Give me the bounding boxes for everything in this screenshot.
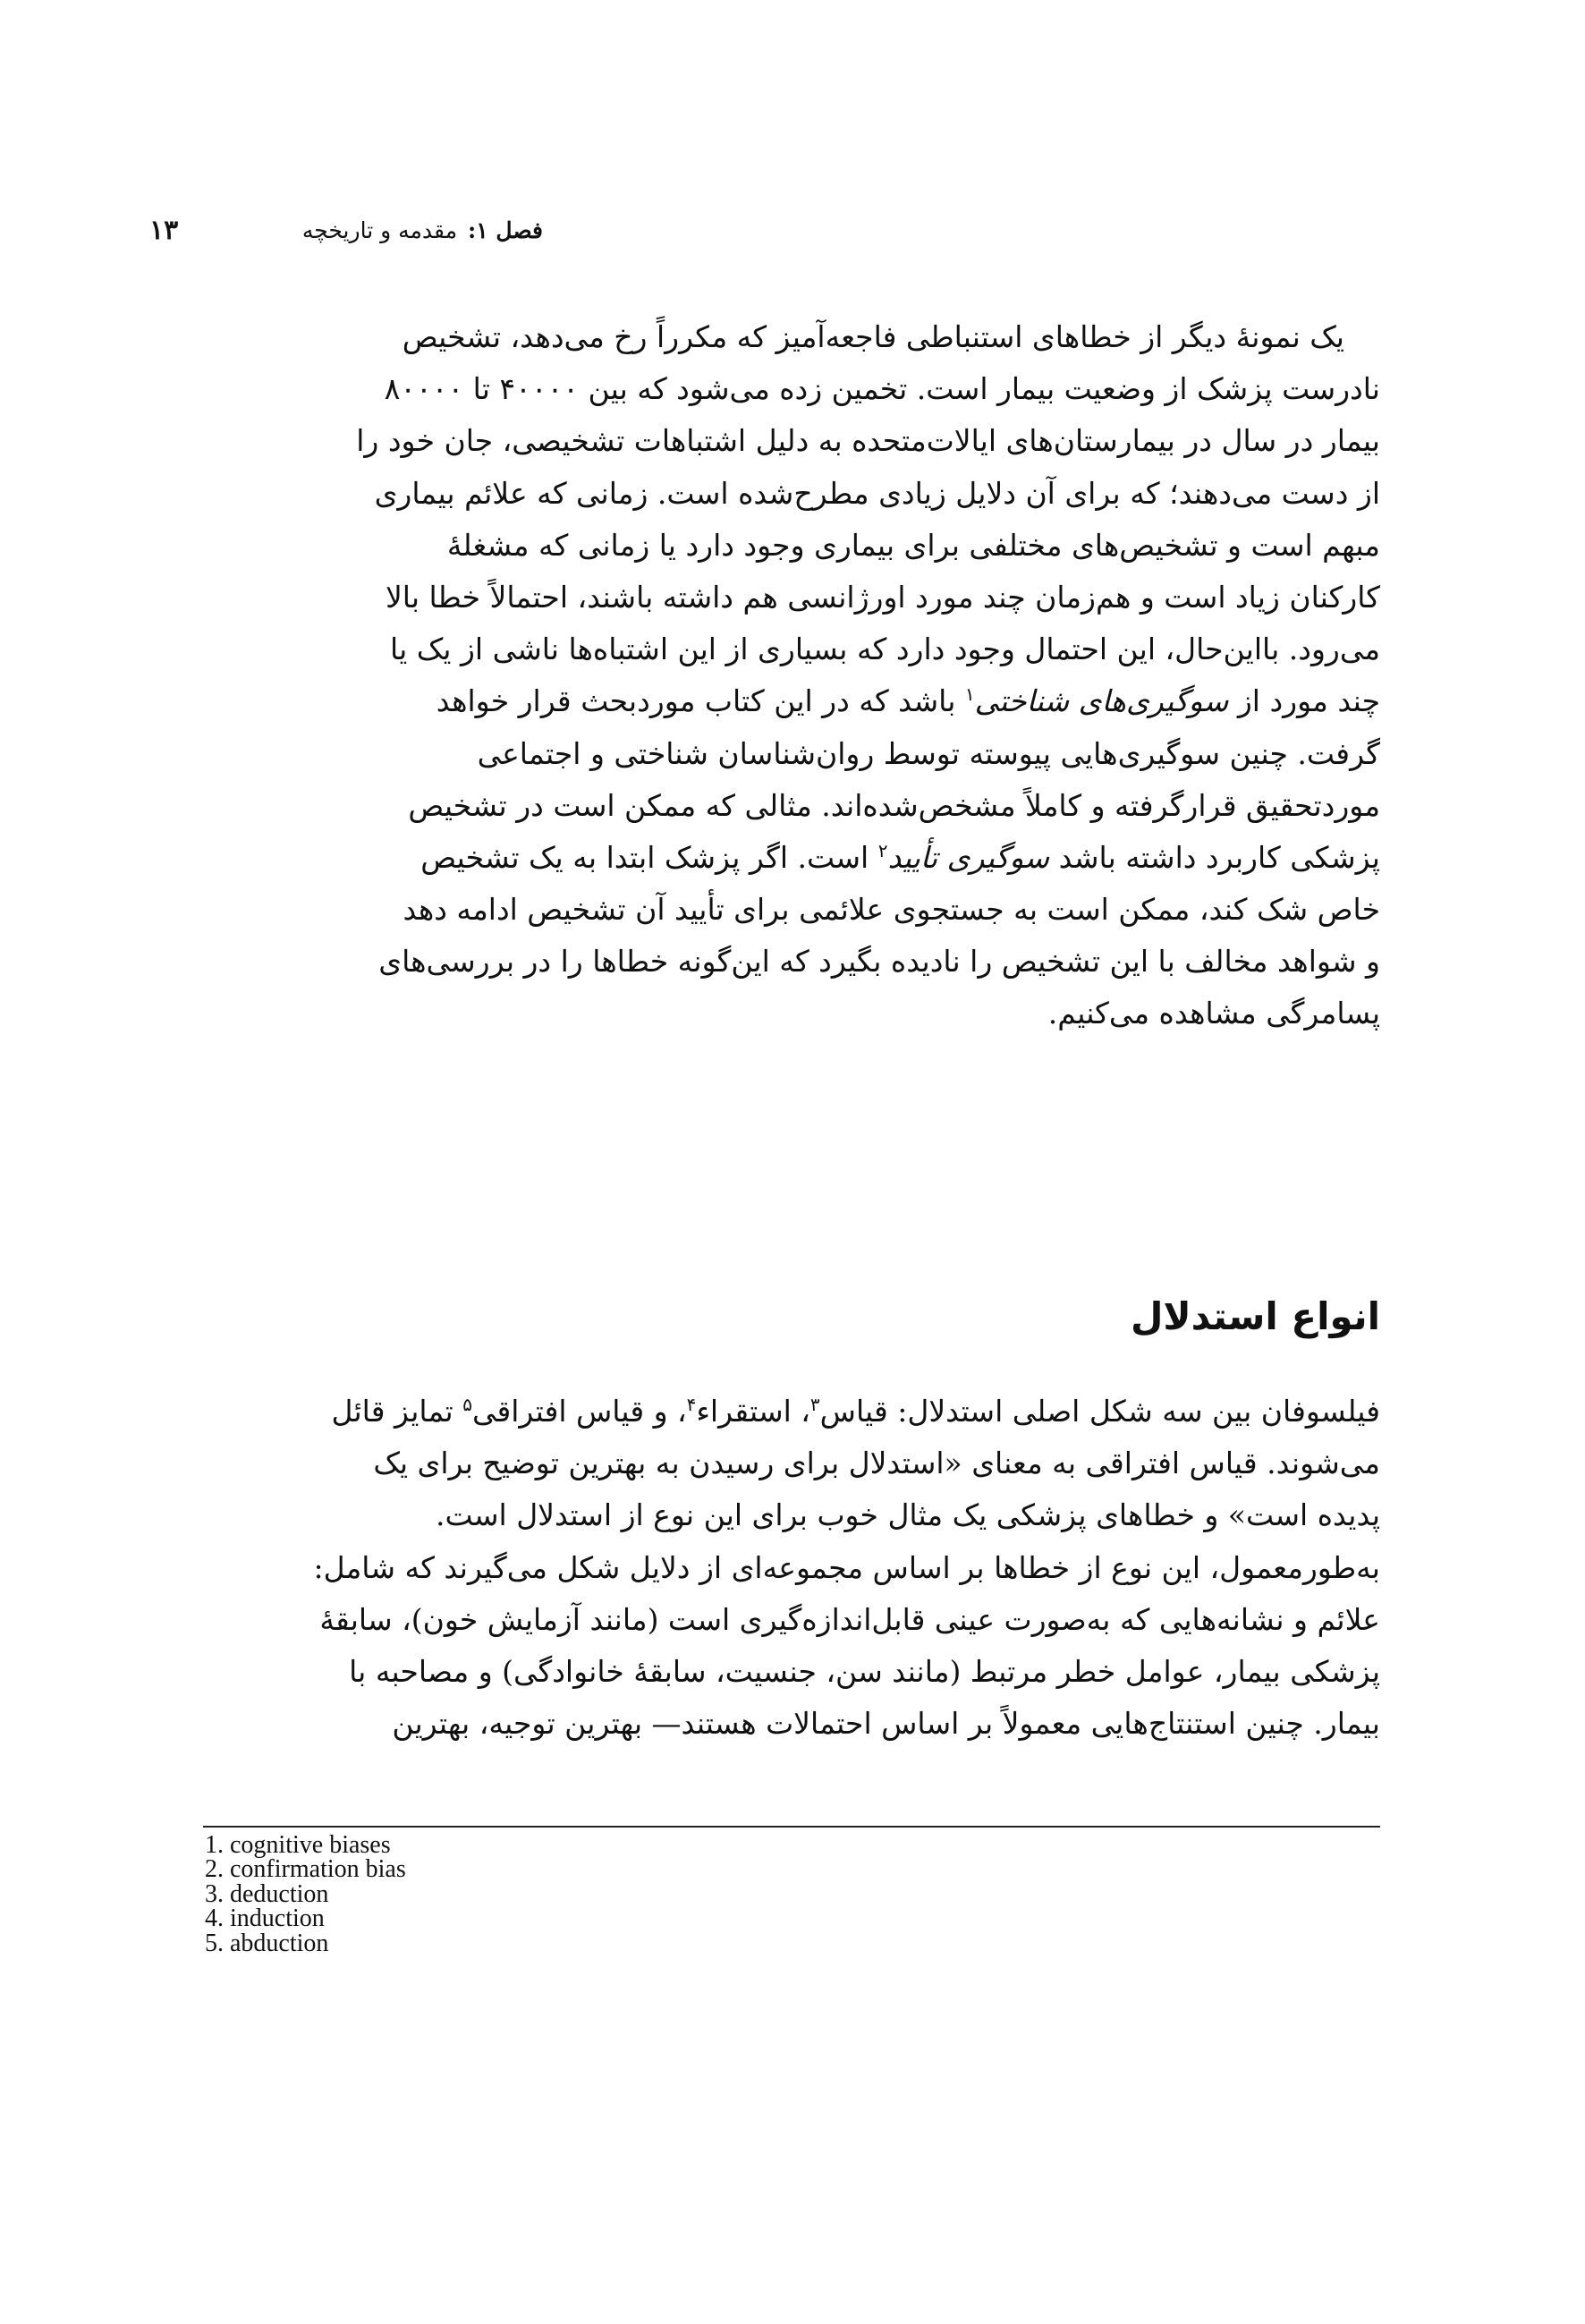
text-line: پسامرگی مشاهده می‌کنیم. <box>1047 996 1380 1031</box>
text-line: پدیده است» و خطاهای پزشکی یک مثال خوب برای این نوع از استدلال است. <box>436 1497 1380 1533</box>
text-line: بیمار در سال در بیمارستان‌های ایالات‌متحده به دلیل اشتباهات تشخیصی، جان خود را <box>356 423 1380 459</box>
footnote-item: 2. confirmation bias <box>205 1855 406 1884</box>
text-line: نادرست پزشک از وضعیت بیمار است. تخمین زده می‌شود که بین ۴۰۰۰۰ تا ۸۰۰۰۰ <box>384 371 1380 407</box>
running-head <box>149 211 543 250</box>
footnotes <box>205 1833 742 1955</box>
footnote-ref: ۵ <box>462 1394 472 1415</box>
footnote-ref: ۳ <box>809 1394 820 1415</box>
footnote-ref: ۲ <box>877 839 888 861</box>
text-line: موردتحقیق قرارگرفته و کاملاً مشخص‌شده‌اند. مثالی که ممکن است در تشخیص <box>408 787 1380 823</box>
footnote-divider <box>203 1826 1380 1828</box>
footnote-item: 5. abduction <box>205 1929 329 1957</box>
text-line: پزشکی بیمار، عوامل خطر مرتبط (مانند سن، جنسیت، سابقهٔ خانوادگی) و مصاحبه با <box>349 1653 1380 1689</box>
section-heading: انواع استدلال <box>1130 1294 1380 1338</box>
text-line: مبهم است و تشخیص‌های مختلفی برای بیماری وجود دارد یا زمانی که مشغلهٔ <box>446 527 1380 563</box>
footnote-item: 4. induction <box>205 1904 325 1933</box>
text-line: یک نمونهٔ دیگر از خطاهای استنباطی فاجعه‌آمیز که مکرراً رخ می‌دهد، تشخیص <box>402 319 1344 354</box>
text-line: علائم و نشانه‌هایی که به‌صورت عینی قابل‌اندازه‌گیری است (مانند آزمایش خون)، سابقهٔ <box>319 1601 1380 1637</box>
text-line: به‌طورمعمول، این نوع از خطاها بر اساس مجموعه‌ای از دلایل شکل می‌گیرند که شامل: <box>313 1549 1380 1585</box>
text-line: و شواهد مخالف با این تشخیص را نادیده بگیرد که این‌گونه خطاها را در بررسی‌های <box>378 944 1380 980</box>
footnote-item: 3. deduction <box>205 1879 329 1908</box>
term-cognitive-biases: سوگیری‌های شناختی <box>974 683 1229 719</box>
footnote-ref: ۴ <box>686 1394 697 1415</box>
chapter-title: مقدمه و تاریخچه <box>301 217 458 243</box>
paragraph-diagnostic-errors <box>203 311 1380 1251</box>
text-line: گرفت. چنین سوگیری‌هایی پیوسته توسط روان‌شناسان شناختی و اجتماعی <box>477 735 1380 771</box>
text-line: خاص شک کند، ممکن است به جستجوی علائمی برای تأیید آن تشخیص ادامه دهد <box>403 892 1380 928</box>
footnote-ref: ۱ <box>964 683 975 706</box>
chapter-label: فصل ۱: <box>468 217 543 243</box>
text-line: پزشکی کاربرد داشته باشد سوگیری تأیید$^۲$ است. اگر پزشک ابتدا به یک تشخیص <box>420 839 1380 875</box>
term-confirmation-bias: سوگیری تأیید <box>887 839 1050 875</box>
paragraph-types-of-reasoning <box>203 1386 1380 1806</box>
page-number: ۱۳ <box>149 215 179 246</box>
text-line: می‌شوند. قیاس افتراقی به معنای «استدلال برای رسیدن به بهترین توضیح برای یک <box>373 1446 1380 1481</box>
text-line: فیلسوفان بین سه شکل اصلی استدلال: قیاس$^۳$، استقراء$^۴$، و قیاس افتراقی$^۵$ تمایز قائل <box>331 1394 1380 1429</box>
text-line: چند مورد از سوگیری‌های شناختی$^۱$ باشد که در این کتاب موردبحث قرار خواهد <box>436 683 1380 719</box>
text-line: کارکنان زیاد است و هم‌زمان چند مورد اورژانسی هم داشته باشند، احتمالاً خطا بالا <box>385 579 1380 615</box>
footnote-item: 1. cognitive biases <box>205 1831 391 1859</box>
text-line: بیمار. چنین استنتاج‌هایی معمولاً بر اساس احتمالات هستند— بهترین توجیه، بهترین <box>392 1706 1380 1742</box>
text-line: می‌رود. بااین‌حال، این احتمال وجود دارد که بسیاری از این اشتباه‌ها ناشی از یک یا <box>390 632 1380 667</box>
text-line: از دست می‌دهند؛ که برای آن دلایل زیادی مطرح‌شده است. زمانی که علائم بیماری <box>374 475 1380 511</box>
